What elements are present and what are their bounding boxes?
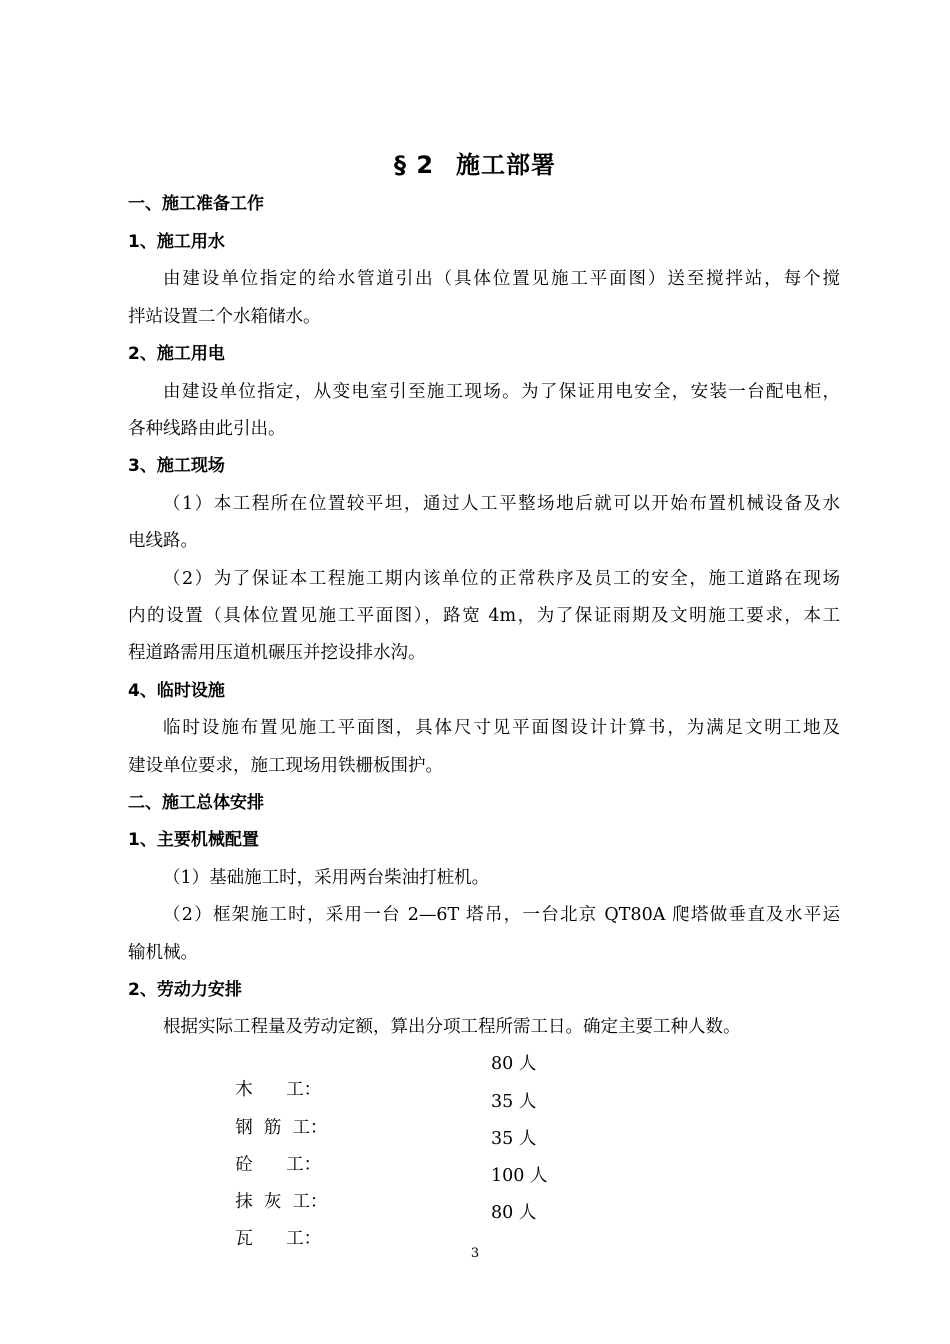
worker-count: 35 人: [491, 1092, 537, 1112]
worker-type: 砼 工：: [235, 1155, 322, 1175]
heading-preparation: 一、施工准备工作: [128, 194, 264, 214]
paragraph-water-line1: 由建设单位指定的给水管道引出（具体位置见施工平面图）送至搅拌站，每个搅: [163, 269, 840, 289]
worker-type: 瓦 工：: [235, 1229, 322, 1249]
worker-count: 80 人: [491, 1203, 537, 1223]
worker-count: 35 人: [491, 1129, 537, 1149]
subheading-machinery: 1、主要机械配置: [128, 830, 259, 850]
subheading-water: 1、施工用水: [128, 232, 225, 252]
subheading-labor: 2、劳动力安排: [128, 980, 242, 1000]
worker-count: 100 人: [491, 1166, 548, 1186]
worker-type: 钢 筋 工：: [235, 1118, 328, 1138]
paragraph-site2-line1: （2）为了保证本工程施工期内该单位的正常秩序及员工的安全，施工道路在现场: [163, 569, 840, 589]
worker-type: 抹 灰 工：: [235, 1192, 328, 1212]
subheading-power: 2、施工用电: [128, 344, 225, 364]
paragraph-temp-line1: 临时设施布置见施工平面图，具体尺寸见平面图设计计算书，为满足文明工地及: [163, 718, 840, 738]
subheading-temporary-facilities: 4、临时设施: [128, 681, 225, 701]
page-number: 3: [470, 1246, 480, 1261]
section-number: § 2: [393, 151, 435, 179]
paragraph-site1-line2: 电线路。: [128, 531, 198, 551]
paragraph-power-line2: 各种线路由此引出。: [128, 419, 286, 439]
paragraph-machinery1: （1）基础施工时，采用两台柴油打桩机。: [163, 868, 490, 888]
worker-count: 80 人: [491, 1054, 537, 1074]
subheading-site: 3、施工现场: [128, 456, 225, 476]
paragraph-temp-line2: 建设单位要求，施工现场用铁栅板围护。: [128, 756, 443, 776]
paragraph-machinery2-line2: 输机械。: [128, 943, 198, 963]
heading-overall-arrangement: 二、施工总体安排: [128, 793, 264, 813]
paragraph-site1-line1: （1）本工程所在位置较平坦，通过人工平整场地后就可以开始布置机械设备及水: [163, 494, 840, 514]
paragraph-site2-line3: 程道路需用压道机碾压并挖设排水沟。: [128, 643, 426, 663]
paragraph-site2-line2: 内的设置（具体位置见施工平面图），路宽 4m，为了保证雨期及文明施工要求，本工: [128, 606, 840, 626]
paragraph-power-line1: 由建设单位指定，从变电室引至施工现场。为了保证用电安全，安装一台配电柜，: [163, 382, 840, 402]
page-title: [0, 145, 950, 180]
section-title: 施工部署: [456, 151, 557, 179]
paragraph-water-line2: 拌站设置二个水箱储水。: [128, 307, 321, 327]
paragraph-labor-intro: 根据实际工程量及劳动定额，算出分项工程所需工日。确定主要工种人数。: [163, 1017, 741, 1037]
worker-type: 木 工：: [235, 1080, 322, 1100]
paragraph-machinery2-line1: （2）框架施工时，采用一台 2—6T 塔吊，一台北京 QT80A 爬塔做垂直及水平运: [163, 905, 840, 925]
